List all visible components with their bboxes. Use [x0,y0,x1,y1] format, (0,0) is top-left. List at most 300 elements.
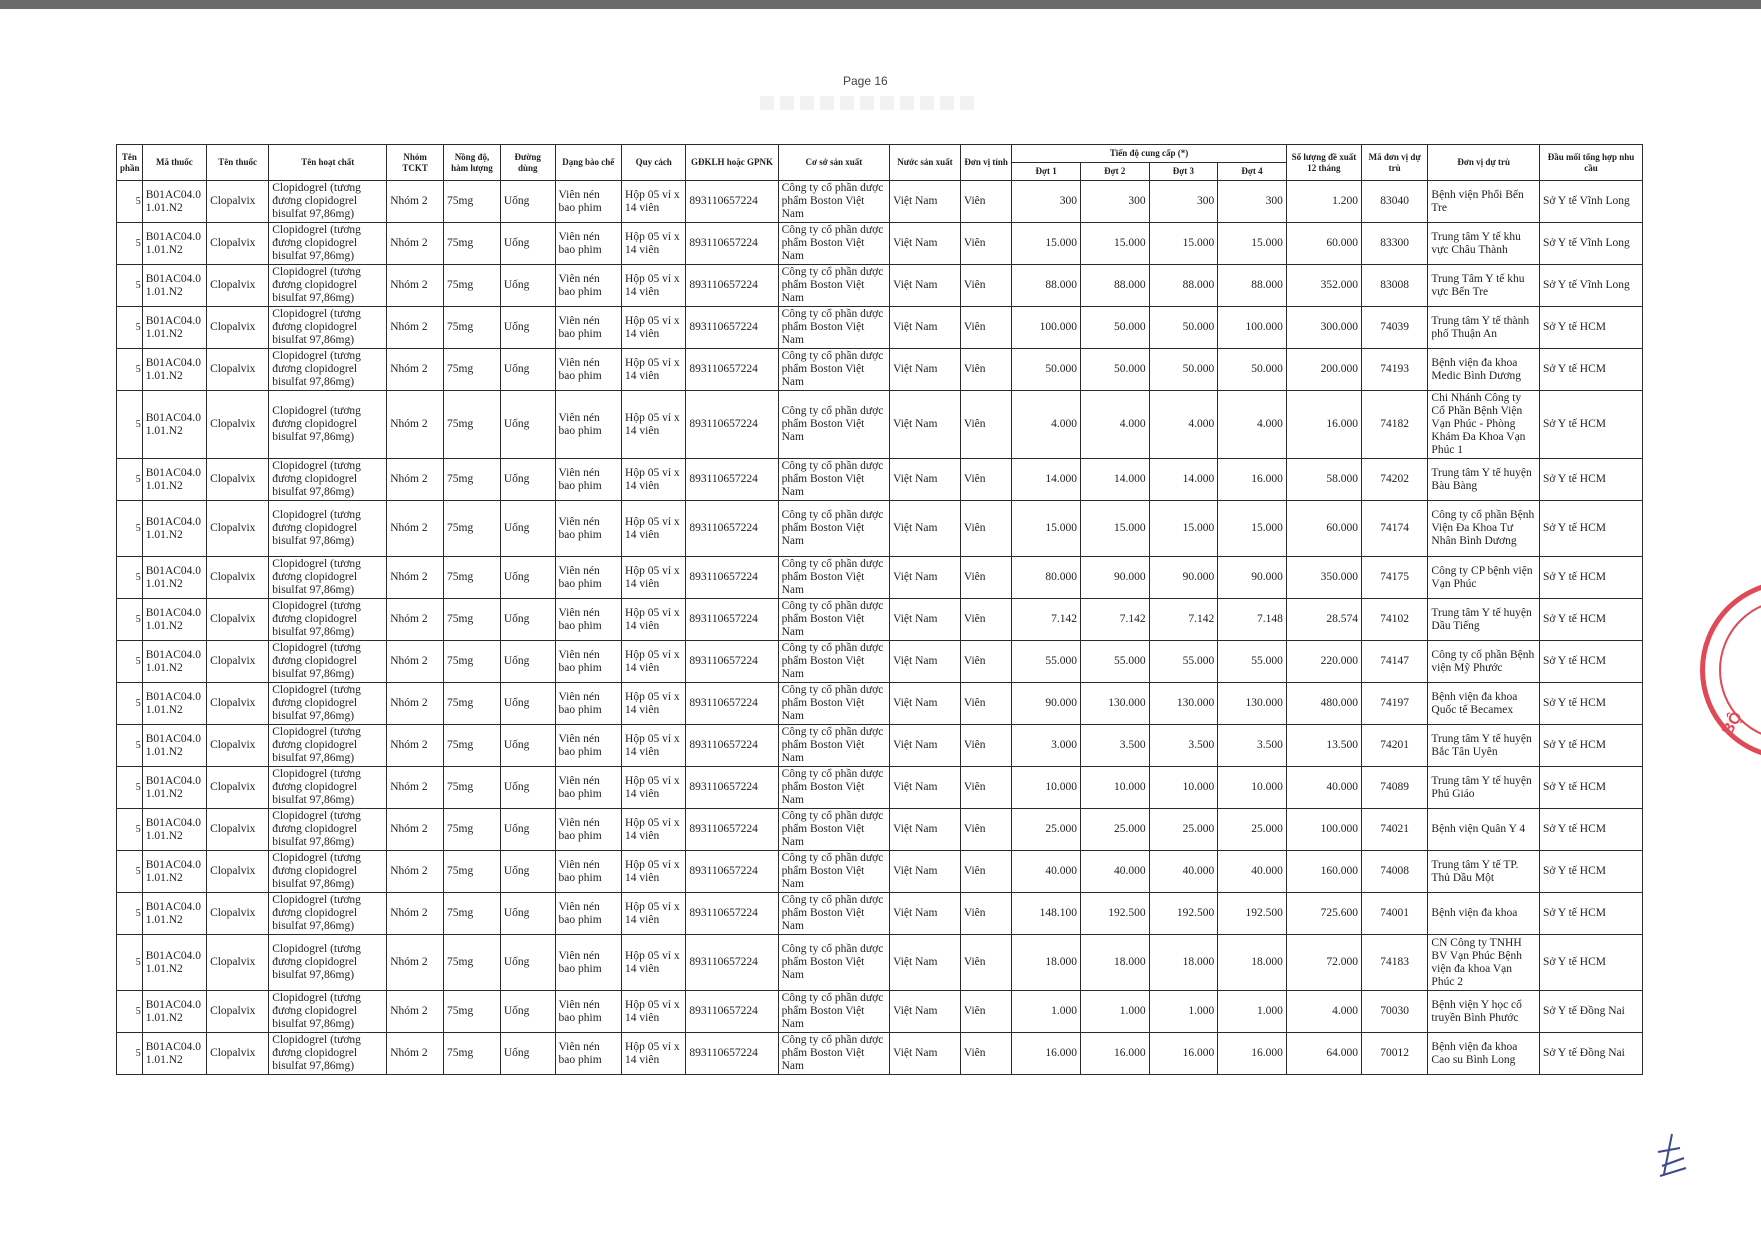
cell-dot2: 7.142 [1080,599,1149,641]
cell-gdklh: 893110657224 [686,265,778,307]
cell-ten-thuoc: Clopalvix [207,641,269,683]
header-dot4: Đợt 4 [1218,163,1287,181]
table-row [117,767,1643,809]
cell-dot3: 130.000 [1149,683,1218,725]
cell-duong-dung: Uống [500,851,555,893]
cell-dang-bao-che: Viên nén bao phim [555,265,621,307]
cell-nuoc-sx: Việt Nam [890,223,961,265]
cell-dot1: 300 [1012,181,1081,223]
cell-ten-thuoc: Clopalvix [207,599,269,641]
cell-quy-cach: Hộp 05 vỉ x 14 viên [622,223,686,265]
cell-co-so-sx: Công ty cổ phần dược phẩm Boston Việt Nam [778,641,890,683]
cell-don-vi-du-tru: Trung tâm Y tế thành phố Thuận An [1428,307,1540,349]
cell-don-vi-du-tru: Trung Tâm Y tế khu vực Bến Tre [1428,265,1540,307]
cell-gdklh: 893110657224 [686,935,778,991]
cell-hoat-chat: Clopidogrel (tương đương clopidogrel bisulfat 97,86mg) [269,223,387,265]
cell-nuoc-sx: Việt Nam [890,349,961,391]
cell-nhom: Nhóm 2 [387,265,444,307]
cell-dot2: 50.000 [1080,349,1149,391]
cell-don-vi-du-tru: Công ty CP bệnh viện Vạn Phúc [1428,557,1540,599]
cell-dot1: 1.000 [1012,991,1081,1033]
cell-dot2: 1.000 [1080,991,1149,1033]
cell-quy-cach: Hộp 05 vỉ x 14 viên [622,991,686,1033]
cell-dot3: 50.000 [1149,349,1218,391]
table-body [117,181,1643,1075]
cell-tong: 58.000 [1286,459,1361,501]
cell-nuoc-sx: Việt Nam [890,725,961,767]
cell-nong-do: 75mg [444,223,501,265]
cell-nong-do: 75mg [444,767,501,809]
cell-ma-don-vi: 74183 [1361,935,1427,991]
cell-tong: 28.574 [1286,599,1361,641]
cell-nong-do: 75mg [444,683,501,725]
cell-gdklh: 893110657224 [686,991,778,1033]
cell-ma-don-vi: 74001 [1361,893,1427,935]
cell-duong-dung: Uống [500,1033,555,1075]
cell-co-so-sx: Công ty cổ phần dược phẩm Boston Việt Nam [778,557,890,599]
cell-dang-bao-che: Viên nén bao phim [555,809,621,851]
cell-nhom: Nhóm 2 [387,501,444,557]
cell-dot2: 4.000 [1080,391,1149,459]
signature-mark [1650,1130,1690,1180]
cell-dot4: 50.000 [1218,349,1287,391]
cell-phan: 5 [117,893,143,935]
cell-hoat-chat: Clopidogrel (tương đương clopidogrel bisulfat 97,86mg) [269,1033,387,1075]
cell-ten-thuoc: Clopalvix [207,725,269,767]
cell-ten-thuoc: Clopalvix [207,935,269,991]
cell-nuoc-sx: Việt Nam [890,851,961,893]
cell-co-so-sx: Công ty cổ phần dược phẩm Boston Việt Nam [778,809,890,851]
cell-ma-thuoc: B01AC04.0 1.01.N2 [142,1033,206,1075]
cell-ten-thuoc: Clopalvix [207,1033,269,1075]
cell-don-vi: Viên [960,265,1011,307]
cell-ma-thuoc: B01AC04.0 1.01.N2 [142,991,206,1033]
header-co-so-sx: Cơ sở sản xuất [778,145,890,181]
cell-dot3: 40.000 [1149,851,1218,893]
cell-don-vi: Viên [960,307,1011,349]
cell-dot4: 25.000 [1218,809,1287,851]
cell-nhom: Nhóm 2 [387,557,444,599]
cell-dang-bao-che: Viên nén bao phim [555,1033,621,1075]
cell-nhom: Nhóm 2 [387,725,444,767]
header-ten-thuoc: Tên thuốc [207,145,269,181]
cell-gdklh: 893110657224 [686,557,778,599]
cell-duong-dung: Uống [500,893,555,935]
cell-dot2: 15.000 [1080,223,1149,265]
cell-dot2: 50.000 [1080,307,1149,349]
cell-duong-dung: Uống [500,223,555,265]
cell-tong: 1.200 [1286,181,1361,223]
table-row [117,391,1643,459]
cell-co-so-sx: Công ty cổ phần dược phẩm Boston Việt Nam [778,599,890,641]
cell-dau-moi: Sở Y tế Vĩnh Long [1539,223,1642,265]
cell-tong: 60.000 [1286,501,1361,557]
cell-don-vi-du-tru: Bệnh viện đa khoa [1428,893,1540,935]
cell-nhom: Nhóm 2 [387,641,444,683]
cell-don-vi: Viên [960,391,1011,459]
cell-tong: 200.000 [1286,349,1361,391]
cell-dang-bao-che: Viên nén bao phim [555,599,621,641]
cell-duong-dung: Uống [500,683,555,725]
cell-don-vi: Viên [960,991,1011,1033]
header-dot1: Đợt 1 [1012,163,1081,181]
cell-duong-dung: Uống [500,391,555,459]
cell-nuoc-sx: Việt Nam [890,683,961,725]
cell-dot2: 90.000 [1080,557,1149,599]
cell-nong-do: 75mg [444,265,501,307]
cell-nhom: Nhóm 2 [387,223,444,265]
cell-hoat-chat: Clopidogrel (tương đương clopidogrel bisulfat 97,86mg) [269,349,387,391]
cell-quy-cach: Hộp 05 vỉ x 14 viên [622,683,686,725]
cell-don-vi: Viên [960,893,1011,935]
cell-ma-thuoc: B01AC04.0 1.01.N2 [142,935,206,991]
cell-co-so-sx: Công ty cổ phần dược phẩm Boston Việt Nam [778,683,890,725]
cell-don-vi-du-tru: Trung tâm Y tế khu vực Châu Thành [1428,223,1540,265]
cell-duong-dung: Uống [500,557,555,599]
cell-dau-moi: Sở Y tế Đồng Nai [1539,991,1642,1033]
cell-phan: 5 [117,349,143,391]
cell-nhom: Nhóm 2 [387,809,444,851]
cell-tong: 72.000 [1286,935,1361,991]
red-seal-stamp [1700,580,1761,760]
cell-co-so-sx: Công ty cổ phần dược phẩm Boston Việt Nam [778,265,890,307]
cell-dot3: 3.500 [1149,725,1218,767]
cell-ma-don-vi: 70012 [1361,1033,1427,1075]
cell-nong-do: 75mg [444,893,501,935]
cell-ma-thuoc: B01AC04.0 1.01.N2 [142,851,206,893]
cell-ma-thuoc: B01AC04.0 1.01.N2 [142,641,206,683]
cell-ma-don-vi: 74197 [1361,683,1427,725]
cell-dot2: 192.500 [1080,893,1149,935]
cell-phan: 5 [117,459,143,501]
cell-dot1: 100.000 [1012,307,1081,349]
cell-nuoc-sx: Việt Nam [890,641,961,683]
cell-phan: 5 [117,181,143,223]
cell-quy-cach: Hộp 05 vỉ x 14 viên [622,307,686,349]
cell-dot2: 18.000 [1080,935,1149,991]
cell-nuoc-sx: Việt Nam [890,459,961,501]
cell-dot4: 300 [1218,181,1287,223]
cell-hoat-chat: Clopidogrel (tương đương clopidogrel bisulfat 97,86mg) [269,851,387,893]
cell-nuoc-sx: Việt Nam [890,599,961,641]
cell-don-vi-du-tru: Bệnh viện Y học cổ truyền Bình Phước [1428,991,1540,1033]
cell-don-vi: Viên [960,767,1011,809]
cell-don-vi: Viên [960,349,1011,391]
cell-dang-bao-che: Viên nén bao phim [555,725,621,767]
cell-dot4: 15.000 [1218,501,1287,557]
cell-duong-dung: Uống [500,991,555,1033]
cell-duong-dung: Uống [500,459,555,501]
cell-tong: 4.000 [1286,991,1361,1033]
cell-phan: 5 [117,501,143,557]
cell-tong: 480.000 [1286,683,1361,725]
cell-dot1: 14.000 [1012,459,1081,501]
cell-don-vi: Viên [960,501,1011,557]
cell-quy-cach: Hộp 05 vỉ x 14 viên [622,501,686,557]
cell-nong-do: 75mg [444,181,501,223]
cell-nong-do: 75mg [444,349,501,391]
cell-hoat-chat: Clopidogrel (tương đương clopidogrel bisulfat 97,86mg) [269,935,387,991]
cell-dang-bao-che: Viên nén bao phim [555,683,621,725]
cell-duong-dung: Uống [500,641,555,683]
cell-don-vi-du-tru: Trung tâm Y tế huyện Phú Giáo [1428,767,1540,809]
cell-dot2: 10.000 [1080,767,1149,809]
cell-hoat-chat: Clopidogrel (tương đương clopidogrel bisulfat 97,86mg) [269,809,387,851]
cell-ma-don-vi: 74039 [1361,307,1427,349]
cell-gdklh: 893110657224 [686,459,778,501]
cell-co-so-sx: Công ty cổ phần dược phẩm Boston Việt Nam [778,459,890,501]
cell-quy-cach: Hộp 05 vỉ x 14 viên [622,725,686,767]
cell-dot3: 192.500 [1149,893,1218,935]
cell-nhom: Nhóm 2 [387,459,444,501]
table-row [117,459,1643,501]
cell-ten-thuoc: Clopalvix [207,893,269,935]
cell-hoat-chat: Clopidogrel (tương đương clopidogrel bisulfat 97,86mg) [269,599,387,641]
cell-co-so-sx: Công ty cổ phần dược phẩm Boston Việt Nam [778,851,890,893]
cell-nong-do: 75mg [444,307,501,349]
cell-hoat-chat: Clopidogrel (tương đương clopidogrel bisulfat 97,86mg) [269,991,387,1033]
table-row [117,501,1643,557]
cell-dot2: 130.000 [1080,683,1149,725]
cell-nhom: Nhóm 2 [387,935,444,991]
cell-nuoc-sx: Việt Nam [890,1033,961,1075]
cell-nuoc-sx: Việt Nam [890,893,961,935]
cell-dot4: 15.000 [1218,223,1287,265]
cell-nhom: Nhóm 2 [387,391,444,459]
table-row [117,1033,1643,1075]
cell-nong-do: 75mg [444,391,501,459]
cell-nuoc-sx: Việt Nam [890,391,961,459]
cell-phan: 5 [117,641,143,683]
cell-dot2: 40.000 [1080,851,1149,893]
cell-tong: 100.000 [1286,809,1361,851]
cell-phan: 5 [117,599,143,641]
cell-tong: 13.500 [1286,725,1361,767]
cell-ten-thuoc: Clopalvix [207,501,269,557]
cell-dang-bao-che: Viên nén bao phim [555,935,621,991]
cell-phan: 5 [117,767,143,809]
cell-don-vi: Viên [960,683,1011,725]
cell-dot1: 18.000 [1012,935,1081,991]
faded-bleedthrough-text [760,96,980,110]
cell-dau-moi: Sở Y tế HCM [1539,501,1642,557]
header-row-1 [117,145,1643,163]
cell-phan: 5 [117,991,143,1033]
cell-ma-thuoc: B01AC04.0 1.01.N2 [142,599,206,641]
cell-dot1: 55.000 [1012,641,1081,683]
cell-co-so-sx: Công ty cổ phần dược phẩm Boston Việt Nam [778,223,890,265]
cell-hoat-chat: Clopidogrel (tương đương clopidogrel bisulfat 97,86mg) [269,501,387,557]
cell-phan: 5 [117,851,143,893]
cell-don-vi: Viên [960,459,1011,501]
cell-phan: 5 [117,935,143,991]
cell-nong-do: 75mg [444,991,501,1033]
cell-dang-bao-che: Viên nén bao phim [555,501,621,557]
cell-dot3: 18.000 [1149,935,1218,991]
cell-duong-dung: Uống [500,307,555,349]
cell-quy-cach: Hộp 05 vỉ x 14 viên [622,641,686,683]
cell-ma-don-vi: 74182 [1361,391,1427,459]
cell-don-vi: Viên [960,223,1011,265]
cell-hoat-chat: Clopidogrel (tương đương clopidogrel bisulfat 97,86mg) [269,557,387,599]
cell-tong: 725.600 [1286,893,1361,935]
cell-nuoc-sx: Việt Nam [890,991,961,1033]
cell-dot2: 25.000 [1080,809,1149,851]
cell-nong-do: 75mg [444,725,501,767]
cell-dot1: 16.000 [1012,1033,1081,1075]
cell-gdklh: 893110657224 [686,307,778,349]
cell-duong-dung: Uống [500,181,555,223]
cell-quy-cach: Hộp 05 vỉ x 14 viên [622,557,686,599]
header-don-vi: Đơn vị tính [960,145,1011,181]
cell-don-vi-du-tru: Bệnh viện đa khoa Cao su Bình Long [1428,1033,1540,1075]
cell-dot3: 90.000 [1149,557,1218,599]
cell-co-so-sx: Công ty cổ phần dược phẩm Boston Việt Nam [778,501,890,557]
cell-quy-cach: Hộp 05 vỉ x 14 viên [622,935,686,991]
cell-nuoc-sx: Việt Nam [890,181,961,223]
cell-gdklh: 893110657224 [686,767,778,809]
cell-don-vi: Viên [960,181,1011,223]
cell-quy-cach: Hộp 05 vỉ x 14 viên [622,1033,686,1075]
table-row [117,641,1643,683]
cell-quy-cach: Hộp 05 vỉ x 14 viên [622,809,686,851]
cell-ten-thuoc: Clopalvix [207,391,269,459]
cell-gdklh: 893110657224 [686,725,778,767]
cell-tong: 300.000 [1286,307,1361,349]
cell-dot4: 16.000 [1218,1033,1287,1075]
cell-ma-don-vi: 83008 [1361,265,1427,307]
cell-co-so-sx: Công ty cổ phần dược phẩm Boston Việt Nam [778,1033,890,1075]
cell-dau-moi: Sở Y tế Vĩnh Long [1539,181,1642,223]
cell-dot3: 1.000 [1149,991,1218,1033]
cell-dot1: 88.000 [1012,265,1081,307]
cell-dot4: 130.000 [1218,683,1287,725]
cell-hoat-chat: Clopidogrel (tương đương clopidogrel bisulfat 97,86mg) [269,307,387,349]
cell-don-vi-du-tru: Trung tâm Y tế huyện Bắc Tân Uyên [1428,725,1540,767]
cell-dot2: 55.000 [1080,641,1149,683]
cell-dot3: 50.000 [1149,307,1218,349]
cell-hoat-chat: Clopidogrel (tương đương clopidogrel bisulfat 97,86mg) [269,893,387,935]
cell-hoat-chat: Clopidogrel (tương đương clopidogrel bisulfat 97,86mg) [269,641,387,683]
table-row [117,809,1643,851]
cell-dang-bao-che: Viên nén bao phim [555,767,621,809]
header-nhom: Nhóm TCKT [387,145,444,181]
cell-tong: 352.000 [1286,265,1361,307]
cell-dau-moi: Sở Y tế HCM [1539,391,1642,459]
cell-dot1: 148.100 [1012,893,1081,935]
cell-nhom: Nhóm 2 [387,599,444,641]
table-row [117,893,1643,935]
cell-co-so-sx: Công ty cổ phần dược phẩm Boston Việt Nam [778,767,890,809]
cell-dot3: 4.000 [1149,391,1218,459]
cell-nong-do: 75mg [444,501,501,557]
cell-dot1: 40.000 [1012,851,1081,893]
cell-quy-cach: Hộp 05 vỉ x 14 viên [622,181,686,223]
cell-dot4: 1.000 [1218,991,1287,1033]
cell-dot2: 300 [1080,181,1149,223]
header-dau-moi: Đầu mối tổng hợp nhu cầu [1539,145,1642,181]
cell-co-so-sx: Công ty cổ phần dược phẩm Boston Việt Nam [778,391,890,459]
cell-ma-thuoc: B01AC04.0 1.01.N2 [142,223,206,265]
cell-gdklh: 893110657224 [686,599,778,641]
table-row [117,991,1643,1033]
cell-phan: 5 [117,307,143,349]
cell-nhom: Nhóm 2 [387,851,444,893]
table-row [117,181,1643,223]
cell-ten-thuoc: Clopalvix [207,181,269,223]
cell-nhom: Nhóm 2 [387,181,444,223]
cell-don-vi: Viên [960,851,1011,893]
header-gdklh: GĐKLH hoặc GPNK [686,145,778,181]
cell-dau-moi: Sở Y tế Vĩnh Long [1539,265,1642,307]
cell-dot2: 14.000 [1080,459,1149,501]
cell-duong-dung: Uống [500,501,555,557]
cell-tong: 40.000 [1286,767,1361,809]
header-quy-cach: Quy cách [622,145,686,181]
table-row [117,557,1643,599]
header-nuoc-sx: Nước sản xuất [890,145,961,181]
cell-tong: 60.000 [1286,223,1361,265]
cell-don-vi: Viên [960,1033,1011,1075]
cell-dau-moi: Sở Y tế HCM [1539,557,1642,599]
cell-don-vi: Viên [960,599,1011,641]
header-duong-dung: Đường dùng [500,145,555,181]
cell-dot1: 3.000 [1012,725,1081,767]
cell-dot3: 300 [1149,181,1218,223]
cell-nhom: Nhóm 2 [387,1033,444,1075]
cell-don-vi-du-tru: Bệnh viện đa khoa Quốc tế Becamex [1428,683,1540,725]
cell-dot1: 7.142 [1012,599,1081,641]
cell-don-vi-du-tru: Chi Nhánh Công ty Cổ Phần Bệnh Viện Vạn Phúc - Phòng Khám Đa Khoa Vạn Phúc 1 [1428,391,1540,459]
header-ma-don-vi: Mã đơn vị dự trù [1361,145,1427,181]
cell-dot3: 10.000 [1149,767,1218,809]
cell-dau-moi: Sở Y tế HCM [1539,349,1642,391]
cell-gdklh: 893110657224 [686,683,778,725]
cell-don-vi: Viên [960,557,1011,599]
cell-dot3: 55.000 [1149,641,1218,683]
cell-dot2: 15.000 [1080,501,1149,557]
cell-gdklh: 893110657224 [686,809,778,851]
cell-ten-thuoc: Clopalvix [207,307,269,349]
cell-dang-bao-che: Viên nén bao phim [555,893,621,935]
cell-dot3: 7.142 [1149,599,1218,641]
cell-phan: 5 [117,683,143,725]
cell-don-vi-du-tru: Trung tâm Y tế huyện Bàu Bàng [1428,459,1540,501]
cell-dang-bao-che: Viên nén bao phim [555,557,621,599]
cell-tong: 16.000 [1286,391,1361,459]
cell-dang-bao-che: Viên nén bao phim [555,391,621,459]
cell-dot2: 88.000 [1080,265,1149,307]
cell-ten-thuoc: Clopalvix [207,991,269,1033]
cell-don-vi: Viên [960,641,1011,683]
header-nong-do: Nồng độ, hàm lượng [444,145,501,181]
cell-dot1: 4.000 [1012,391,1081,459]
table-row [117,599,1643,641]
header-so-luong: Số lượng đề xuất 12 tháng [1286,145,1361,181]
cell-dot4: 55.000 [1218,641,1287,683]
cell-ten-thuoc: Clopalvix [207,459,269,501]
cell-don-vi-du-tru: Trung tâm Y tế huyện Dầu Tiếng [1428,599,1540,641]
cell-dot3: 15.000 [1149,223,1218,265]
cell-nong-do: 75mg [444,557,501,599]
cell-ma-don-vi: 74174 [1361,501,1427,557]
cell-don-vi-du-tru: Trung tâm Y tế TP. Thủ Dầu Một [1428,851,1540,893]
cell-dau-moi: Sở Y tế HCM [1539,851,1642,893]
cell-ten-thuoc: Clopalvix [207,223,269,265]
cell-ma-thuoc: B01AC04.0 1.01.N2 [142,181,206,223]
cell-gdklh: 893110657224 [686,391,778,459]
cell-don-vi-du-tru: Bệnh viện Quân Y 4 [1428,809,1540,851]
